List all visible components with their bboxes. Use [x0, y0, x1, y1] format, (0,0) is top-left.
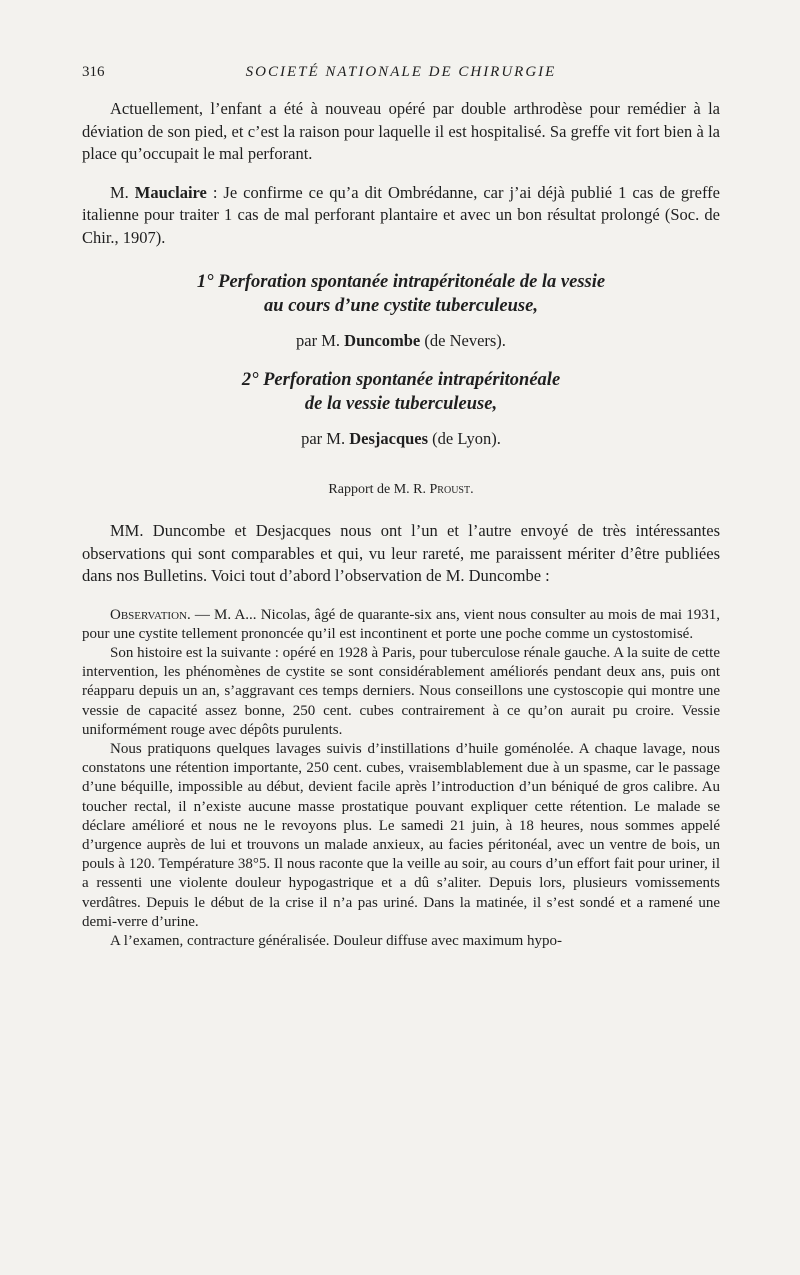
speaker-text: : Je confirme ce qu’a dit Ombrédanne, car j’ai déjà publié 1 cas de greffe italienne pour traiter 1 cas de mal perforant plantaire et avec un bon résultat prolongé (Soc. de Chir., 1907). — [82, 182, 721, 247]
byline-2-prefix: par M. — [301, 429, 350, 448]
speaker-name: Mauclaire — [134, 182, 207, 202]
title-2-line-2: de la vessie tuberculeuse, — [304, 394, 498, 414]
byline-1-suffix: (de Nevers). — [420, 331, 506, 350]
paragraph-mauclaire — [82, 182, 720, 250]
paragraph-treatment: Nous pratiquons quelques lavages suivis d’instillations d’huile goménolée. A chaque lavage, nous constatons une rétention importante, 250 cent. cubes, vraisemblablement due à un spasme, car le passage d’une béquille, impossible au début, devient facile après l’introduction d’un béniqué de gros calibre. Au toucher rectal, il n’existe aucune masse prostatique pouvant expliquer cette rétention. Le malade se déclare amélioré et nous ne le revoyons plus. Le samedi 21 juin, à 18 heures, nous sommes appelé d’urgence auprès de lui et trouvons un malade anxieux, au facies péritonéal, avec un ventre de bois, un pouls à 120. Température 38°5. Il nous raconte que la veille au soir, au cours d’un effort fait pour uriner, il a ressenti une violente douleur hypogastrique et a dû s’aliter. Depuis lors, plusieurs vomissements verdâtres. Depuis le début de la crise il n’a pas uriné. Dans la matinée, il s’est sondé et a ramené une demi-verre d’urine. — [82, 740, 720, 930]
paragraph-history: Son histoire est la suivante : opéré en 1928 à Paris, pour tuberculose rénale gauche. A la suite de cette intervention, les phénomènes de cystite se sont considérablement améliorés pendant deux ans, puis ont réapparu depuis un an, s’aggravant ces temps derniers. Nous conseillons une cystoscopie qui montre une vessie de capacité assez bonne, 250 cent. cubes contrairement à ce qu’on aurait pu croire. Vessie uniformément rouge avec dépôts purulents. — [82, 644, 720, 738]
paragraph-observation — [82, 606, 720, 644]
page-header — [82, 64, 720, 86]
byline-2-author: Desjacques — [349, 429, 429, 448]
byline-1 — [82, 330, 720, 352]
title-1-line-2: au cours d’une cystite tuberculeuse, — [264, 296, 538, 316]
page-number: 316 — [82, 64, 105, 80]
paragraph-introduction: MM. Duncombe et Desjacques nous ont l’un et l’autre envoyé de très intéressantes observations qui sont comparables et qui, vu leur rareté, me paraissent mériter d’être publiées dans nos Bulletins. Voici tout d’abord l’observation de M. Duncombe : — [82, 521, 720, 585]
running-title: SOCIETÉ NATIONALE DE CHIRURGIE — [245, 64, 557, 80]
rapport-prefix: Rapport de M. R. — [328, 482, 430, 497]
article-title-1 — [82, 270, 720, 318]
title-1-line-1: 1° Perforation spontanée intrapéritonéale de la vessie — [196, 272, 606, 292]
byline-2 — [82, 428, 720, 450]
rapport-line — [82, 480, 720, 500]
observation-text: — M. A... Nicolas, âgé de quarante-six ans, vient nous consulter au mois de mai 1931, pour une cystite tellement prononcée qu’il est incontinent et porte une poche comme un cystostomisé. — [82, 606, 720, 642]
rapport-author: Proust. — [429, 482, 474, 497]
paragraph-continuation: Actuellement, l’enfant a été à nouveau opéré par double arthrodèse pour remédier à la déviation de son pied, et c’est la raison pour laquelle il est hospitalisé. Sa greffe vit fort bien à la place qu’occupait le mal perforant. — [82, 99, 720, 163]
byline-2-suffix: (de Lyon). — [428, 429, 501, 448]
observation-label: Observation. — [110, 606, 191, 623]
article-title-2 — [82, 368, 720, 416]
page-body — [82, 98, 720, 951]
title-2-line-1: 2° Perforation spontanée intrapéritonéale — [241, 370, 561, 390]
paragraph-examination: A l’examen, contracture généralisée. Douleur diffuse avec maximum hypo- — [110, 932, 563, 949]
speaker-prefix: M. — [110, 182, 135, 202]
byline-1-author: Duncombe — [344, 331, 421, 350]
byline-1-prefix: par M. — [296, 331, 345, 350]
